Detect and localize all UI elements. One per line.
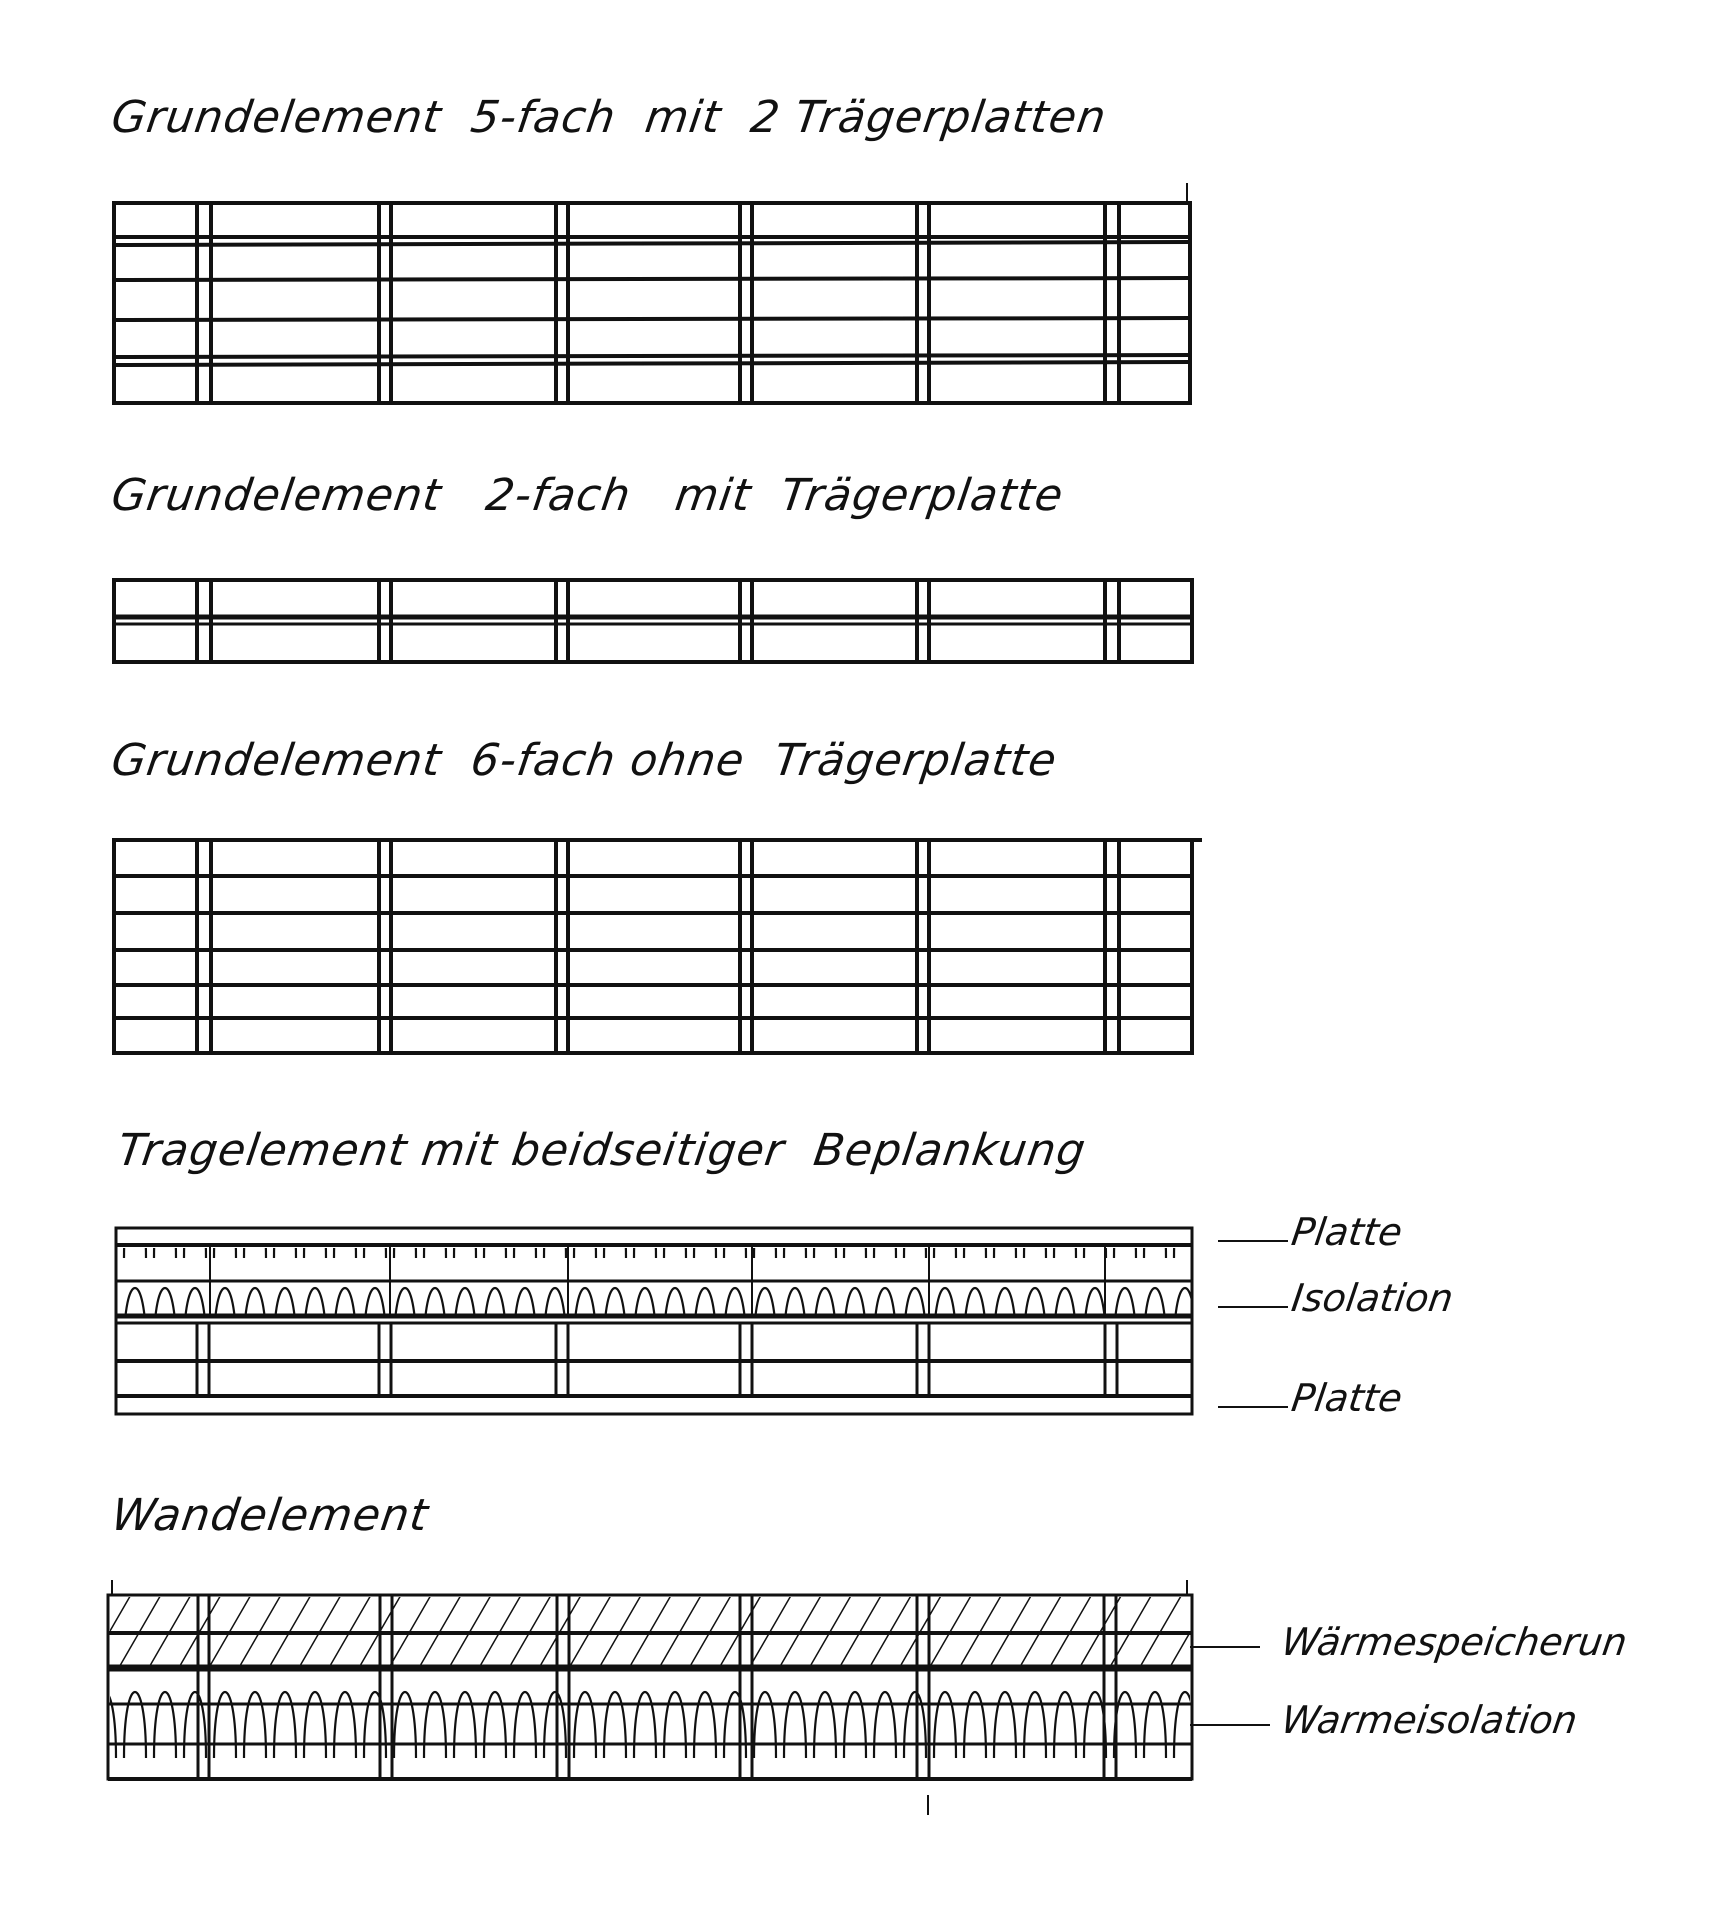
leader-line-isolation bbox=[1218, 1306, 1288, 1308]
section-title-tragelement: Tragelement mit beidseitiger Beplankung bbox=[114, 1125, 1090, 1176]
label-platte-top: Platte bbox=[1288, 1210, 1406, 1254]
label-waermespeicherung: Wärmespeicherun bbox=[1278, 1620, 1630, 1664]
leader-line-waermespeicherung bbox=[1190, 1646, 1260, 1648]
label-platte-bottom: Platte bbox=[1288, 1376, 1406, 1420]
leader-line-platte-bottom bbox=[1218, 1406, 1288, 1408]
section-title-grundelement-5fach: Grundelement 5-fach mit 2 Trägerplatten bbox=[108, 92, 1110, 143]
panel-wandelement bbox=[108, 1580, 1192, 1815]
label-waermeisolation: Warmeisolation bbox=[1278, 1698, 1581, 1742]
panel-grundelement-6fach bbox=[114, 840, 1202, 1053]
section-title-grundelement-6fach: Grundelement 6-fach ohne Trägerplatte bbox=[108, 735, 1061, 786]
leader-line-platte-top bbox=[1218, 1240, 1288, 1242]
panel-grundelement-2fach bbox=[114, 580, 1192, 662]
section-title-grundelement-2fach: Grundelement 2-fach mit Trägerplatte bbox=[108, 470, 1067, 521]
panel-tragelement bbox=[116, 1228, 1192, 1414]
leader-line-waermeisolation bbox=[1190, 1724, 1270, 1726]
section-title-wandelement: Wandelement bbox=[108, 1490, 432, 1541]
panel-grundelement-5fach bbox=[114, 183, 1190, 403]
label-isolation: Isolation bbox=[1288, 1276, 1456, 1320]
